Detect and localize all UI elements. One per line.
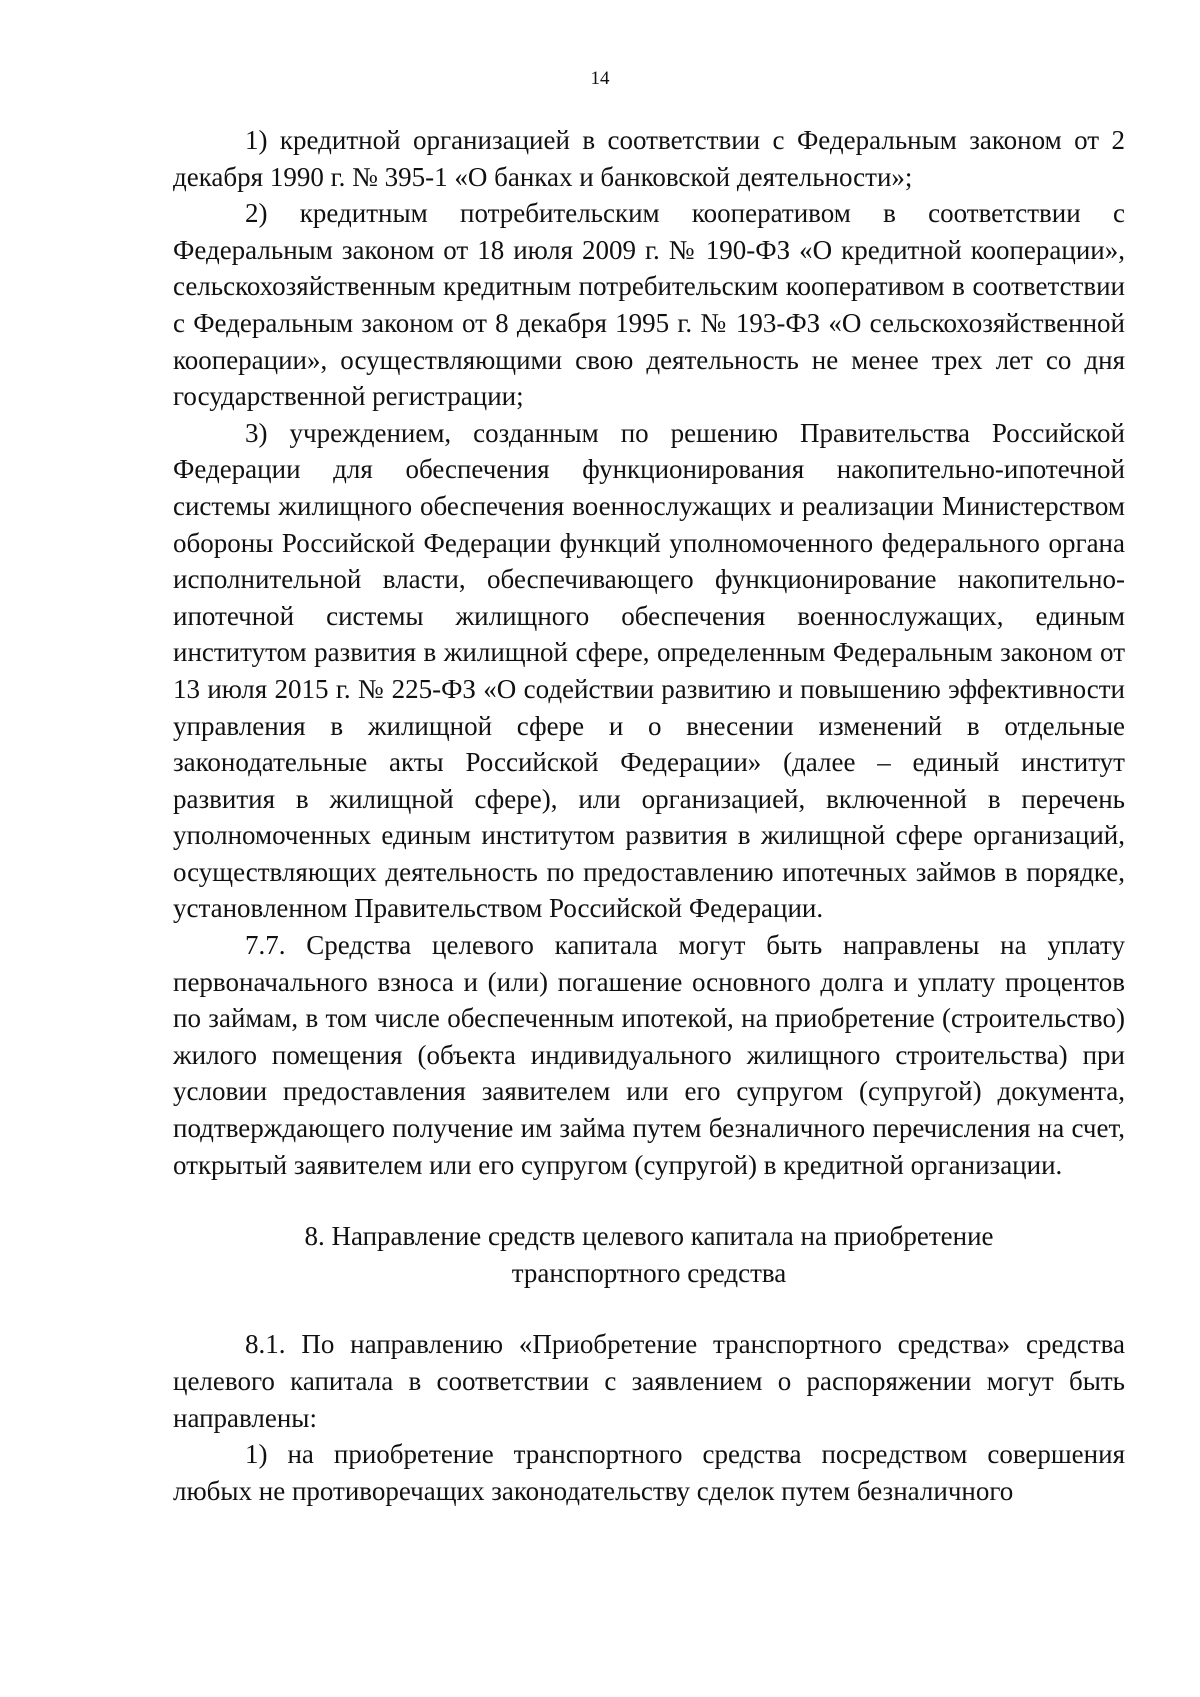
paragraph-8-1: 8.1. По направлению «Приобретение транспортного средства» средства целевого капитала в соответствии с заявлением о распоряжении могут быть направлены: xyxy=(173,1329,1125,1433)
document-body xyxy=(173,122,1125,1509)
paragraph-item-1-credit-organization: 1) кредитной организацией в соответствии с Федеральным законом от 2 декабря 1990 г. № 395-1 «О банках и банковской деятельности»; xyxy=(173,125,1125,192)
section-heading-line-2: транспортного средства xyxy=(511,1257,787,1288)
section-heading-line-1: 8. Направление средств целевого капитала на приобретение xyxy=(304,1221,994,1252)
paragraph-7-7: 7.7. Средства целевого капитала могут быть направлены на уплату первоначального взноса и (или) погашение основного долга и уплату процентов по займам, в том числе обеспеченным ипотекой, на приобретение (строительство) жилого помещения (объекта индивидуального жилищного строительства) при условии предоставления заявителем или его супругом (супругой) документа, подтверждающего получение им займа путем безналичного перечисления на счет, открытый заявителем или его супругом (супругой) в кредитной организации. xyxy=(173,930,1125,1180)
paragraph-8-1-item-1: 1) на приобретение транспортного средства посредством совершения любых не противоречащих законодательству сделок путем безналичного xyxy=(173,1439,1125,1506)
page-number: 14 xyxy=(590,68,610,89)
paragraph-item-3-institution: 3) учреждением, созданным по решению Правительства Российской Федерации для обеспечения функционирования накопительно-ипотечной системы жилищного обеспечения военнослужащих и реализации Министерством обороны Российской Федерации функций уполномоченного федерального органа исполнительной власти, обеспечивающего функционирование накопительно-ипотечной системы жилищного обеспечения военнослужащих, единым институтом развития в жилищной сфере, определенным Федеральным законом от 13 июля 2015 г. № 225-ФЗ «О содействии развитию и повышению эффективности управления в жилищной сфере и о внесении изменений в отдельные законодательные акты Российской Федерации» (далее – единый институт развития в жилищной сфере), или организацией, включенной в перечень уполномоченных единым институтом развития в жилищной сфере организаций, осуществляющих деятельность по предоставлению ипотечных займов в порядке, установленном Правительством Российской Федерации. xyxy=(173,417,1125,924)
section-heading-8 xyxy=(173,1218,1125,1291)
paragraph-item-2-credit-cooperative: 2) кредитным потребительским кооперативом в соответствии с Федеральным законом от 18 июля 2009 г. № 190-ФЗ «О кредитной кооперации», сельскохозяйственным кредитным потребительским кооперативом в соответствии с Федеральным законом от 8 декабря 1995 г. № 193-ФЗ «О сельскохозяйственной кооперации», осуществляющими свою деятельность не менее трех лет со дня государственной регистрации; xyxy=(173,198,1125,412)
